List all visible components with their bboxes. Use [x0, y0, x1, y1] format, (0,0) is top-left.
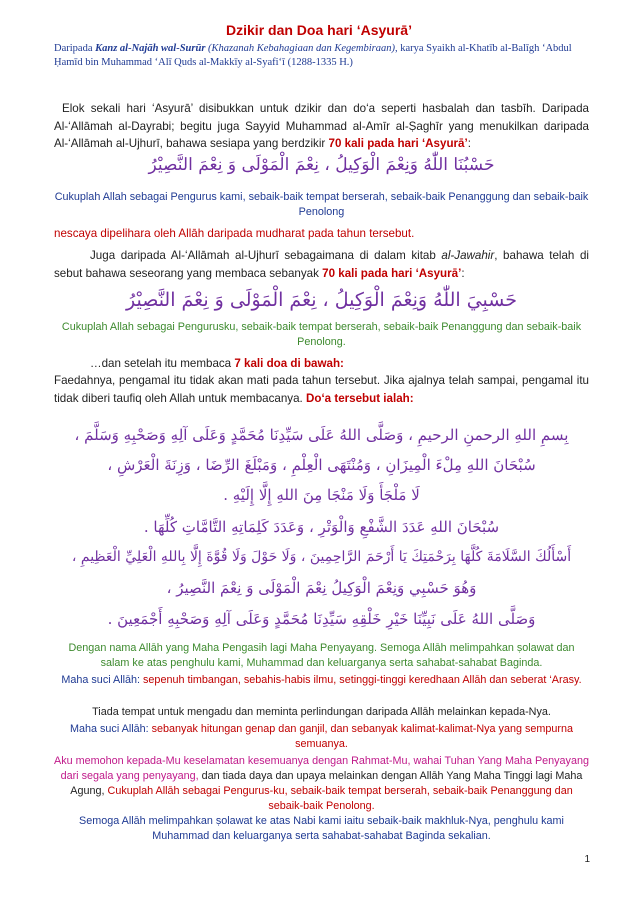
dua-line-1: بِسمِ اللهِ الرحمنِ الرحيمِ ، وَصَلَّى اللهُ عَلَى سَيِّدِنَا مُحَمَّدٍ وَعَلَى آلِهِ وَصَحْبِهِ وَسَلَّمَ ،: [74, 426, 569, 444]
jawahir-text: Juga daripada Al-‘Allāmah al-Ujhurī sebagaimana di dalam kitab: [90, 249, 442, 262]
arabic-hasbalah-1: حَسْبُنَا اللّٰهُ وَنِعْمَ الْوَكِيلُ ، نِعْمَ الْمَوْلَى وَ نِعْمَ النَّصِيْرُ: [148, 155, 495, 175]
paragraph-intro: [54, 100, 589, 153]
source-prefix: Daripada: [54, 43, 96, 54]
arabic-hasbalah-2: حَسْبِيَ اللّٰهُ وَنِعْمَ الْوَكِيلُ ، نِعْمَ الْمَوْلَى وَ نِعْمَ النَّصِيْرُ: [126, 289, 517, 311]
trans-block-l4-label: Maha suci Allāh:: [70, 723, 149, 735]
benefit-highlight: Do‘a tersebut ialah:: [306, 391, 414, 405]
trans-block-l4-text: sebanyak hitungan genap dan ganjil, dan sebanyak kalimat-kalimat-Nya yang sempurna semuanya.: [148, 723, 573, 750]
trans-block-line-3: Tiada tempat untuk mengadu dan meminta perlindungan daripada Allāh melainkan kepada-Nya.: [92, 706, 551, 718]
benefit-text: Faedahnya, pengamal itu tidak akan mati pada tahun tersebut. Jika ajalnya telah sampai, pengamal itu tidak diberi taufiq oleh Allah untuk membacanya.: [54, 374, 589, 405]
trans-block-l5-b: dan tiada daya dan upaya melainkan dengan Allāh Yang Maha Tinggi lagi Maha Agung,: [70, 770, 583, 797]
trans-block-l2-text: sepenuh timbangan, sebahis-habis ilmu, setinggi-tinggi keredhaan Allāh dan seberat ‘Arasy.: [140, 674, 582, 686]
jawahir-highlight: 70 kali pada hari ‘Asyurā’: [322, 266, 462, 280]
source-citation: [54, 42, 594, 70]
dua-line-2: سُبْحَانَ اللهِ مِلْءَ الْمِيزَانِ ، وَمُنْتَهَى الْعِلْمِ ، وَمَبْلَغَ الرِّضَا ، وَزِنَةَ الْعَرْشِ ،: [107, 456, 536, 474]
jawahir-end: :: [461, 266, 465, 280]
dua-line-5: أَسْأَلُكَ السَّلَامَةَ كُلَّهَا بِرَحْمَتِكَ يَا أَرْحَمَ الرَّاحِمِينَ ، وَلَا حَوْلَ وَلَا قُوَّةَ إِلَّا بِاللهِ الْعَلِيِّ الْعَظِيمِ ،: [71, 549, 572, 565]
translation-hasbalah-1: Cukuplah Allah sebagai Pengurus kami, sebaik-baik tempat berserah, sebaik-baik Penanggung dan sebaik-baik Penolong: [54, 191, 589, 218]
source-suffix: , karya Syaikh al-Khatīb al-Balīgh ‘Abdul Ḥamīd bin Muhammad ‘Alī Quds al-Makkīy al-Syafi‘ī (1288-1335 H.): [54, 43, 572, 68]
page-title: Dzikir dan Doa hari ‘Asyurā’: [226, 22, 412, 38]
trans-block-l5-c: Cukuplah Allāh sebagai Pengurus-ku, sebaik-baik tempat berserah, sebaik-baik Penanggung dan sebaik-baik Penolong.: [104, 785, 573, 812]
trans-block-line-6: Semoga Allāh melimpahkan ṣolawat ke atas Nabi kami iaitu sebaik-baik makhluk-Nya, penghulu kami Muhammad dan keluarganya serta sahabat-sahabat Baginda sekalian.: [79, 815, 564, 842]
trans-block-l5-a: Aku memohon kepada-Mu keselamatan kesemuanya dengan Rahmat-Mu, wahai Tuhan Yang Maha Penyayang dari segala yang penyayang,: [54, 755, 589, 782]
dua-line-6: وَهُوَ حَسْبِي وَنِعْمَ الْوَكِيلُ نِعْمَ الْمَوْلَى وَ نِعْمَ النَّصِيرُ ،: [166, 579, 477, 597]
source-book-translation: (Khazanah Kebahagiaan dan Kegembiraan): [208, 43, 395, 54]
paragraph-jawahir: [54, 247, 589, 282]
translation-hasbalah-2: Cukuplah Allah sebagai Pengurusku, sebaik-baik tempat berserah, sebaik-baik Penanggung dan sebaik-baik Penolong.: [61, 321, 582, 348]
note-protection: nescaya dipelihara oleh Allāh daripada mudharat pada tahun tersebut.: [54, 227, 415, 240]
jawahir-book: al-Jawahir: [441, 249, 495, 262]
page-number: 1: [584, 854, 590, 865]
seven-highlight: 7 kali doa di bawah:: [234, 357, 344, 370]
trans-block-line-5: [54, 754, 589, 814]
intro-end: :: [467, 137, 471, 150]
source-book-title: Kanz al-Najāh wal-Surūr: [95, 43, 206, 54]
dua-line-3: لَا مَلْجَأَ وَلَا مَنْجَا مِنَ اللهِ إِلَّا إِلَيْهِ .: [223, 486, 420, 504]
trans-block-line-2: [54, 673, 589, 688]
seven-text: …dan setelah itu membaca: [90, 357, 235, 370]
paragraph-seven-times: [54, 355, 589, 373]
paragraph-benefit: [54, 372, 589, 407]
trans-block-l2-label: Maha suci Allāh:: [61, 674, 141, 686]
dua-line-4: سُبْحَانَ اللهِ عَدَدَ الشَّفْعِ وَالْوَتْرِ ، وَعَدَدَ كَلِمَاتِهِ التَّامَّاتِ كُلِّهَا .: [143, 518, 500, 536]
trans-block-line-1: Dengan nama Allāh yang Maha Pengasih lagi Maha Penyayang. Semoga Allāh melimpahkan ṣolawat dan salam ke atas penghulu kami, Muhammad dan keluarganya serta sahabat-sahabat Baginda.: [68, 642, 575, 669]
jawahir-text2: , bahawa telah di sebut bahawa seseorang yang membaca sebanyak: [54, 249, 589, 280]
intro-highlight: 70 kali pada hari ‘Asyurā’: [328, 137, 468, 150]
trans-block-line-4: [54, 722, 589, 752]
dua-line-7: وَصَلَّى اللهُ عَلَى نَبِيِّنَا خَيْرِ خَلْقِهِ سَيِّدِنَا مُحَمَّدٍ وَعَلَى آلِهِ وَصَحْبِهِ أَجْمَعِينَ .: [107, 610, 536, 628]
intro-text: Elok sekali hari ‘Asyurā’ disibukkan untuk dzikir dan do‘a seperti hasbalah dan tasbīh. Daripada Al-‘Allāmah al-Dayrabi; begitu juga Sayyid Muhammad al-Amīr al-Ṣaghīr yang menukilkan daripada Al-‘Allāmah al-Ujhurī, bahawa sesiapa yang berdzikir: [54, 102, 589, 150]
